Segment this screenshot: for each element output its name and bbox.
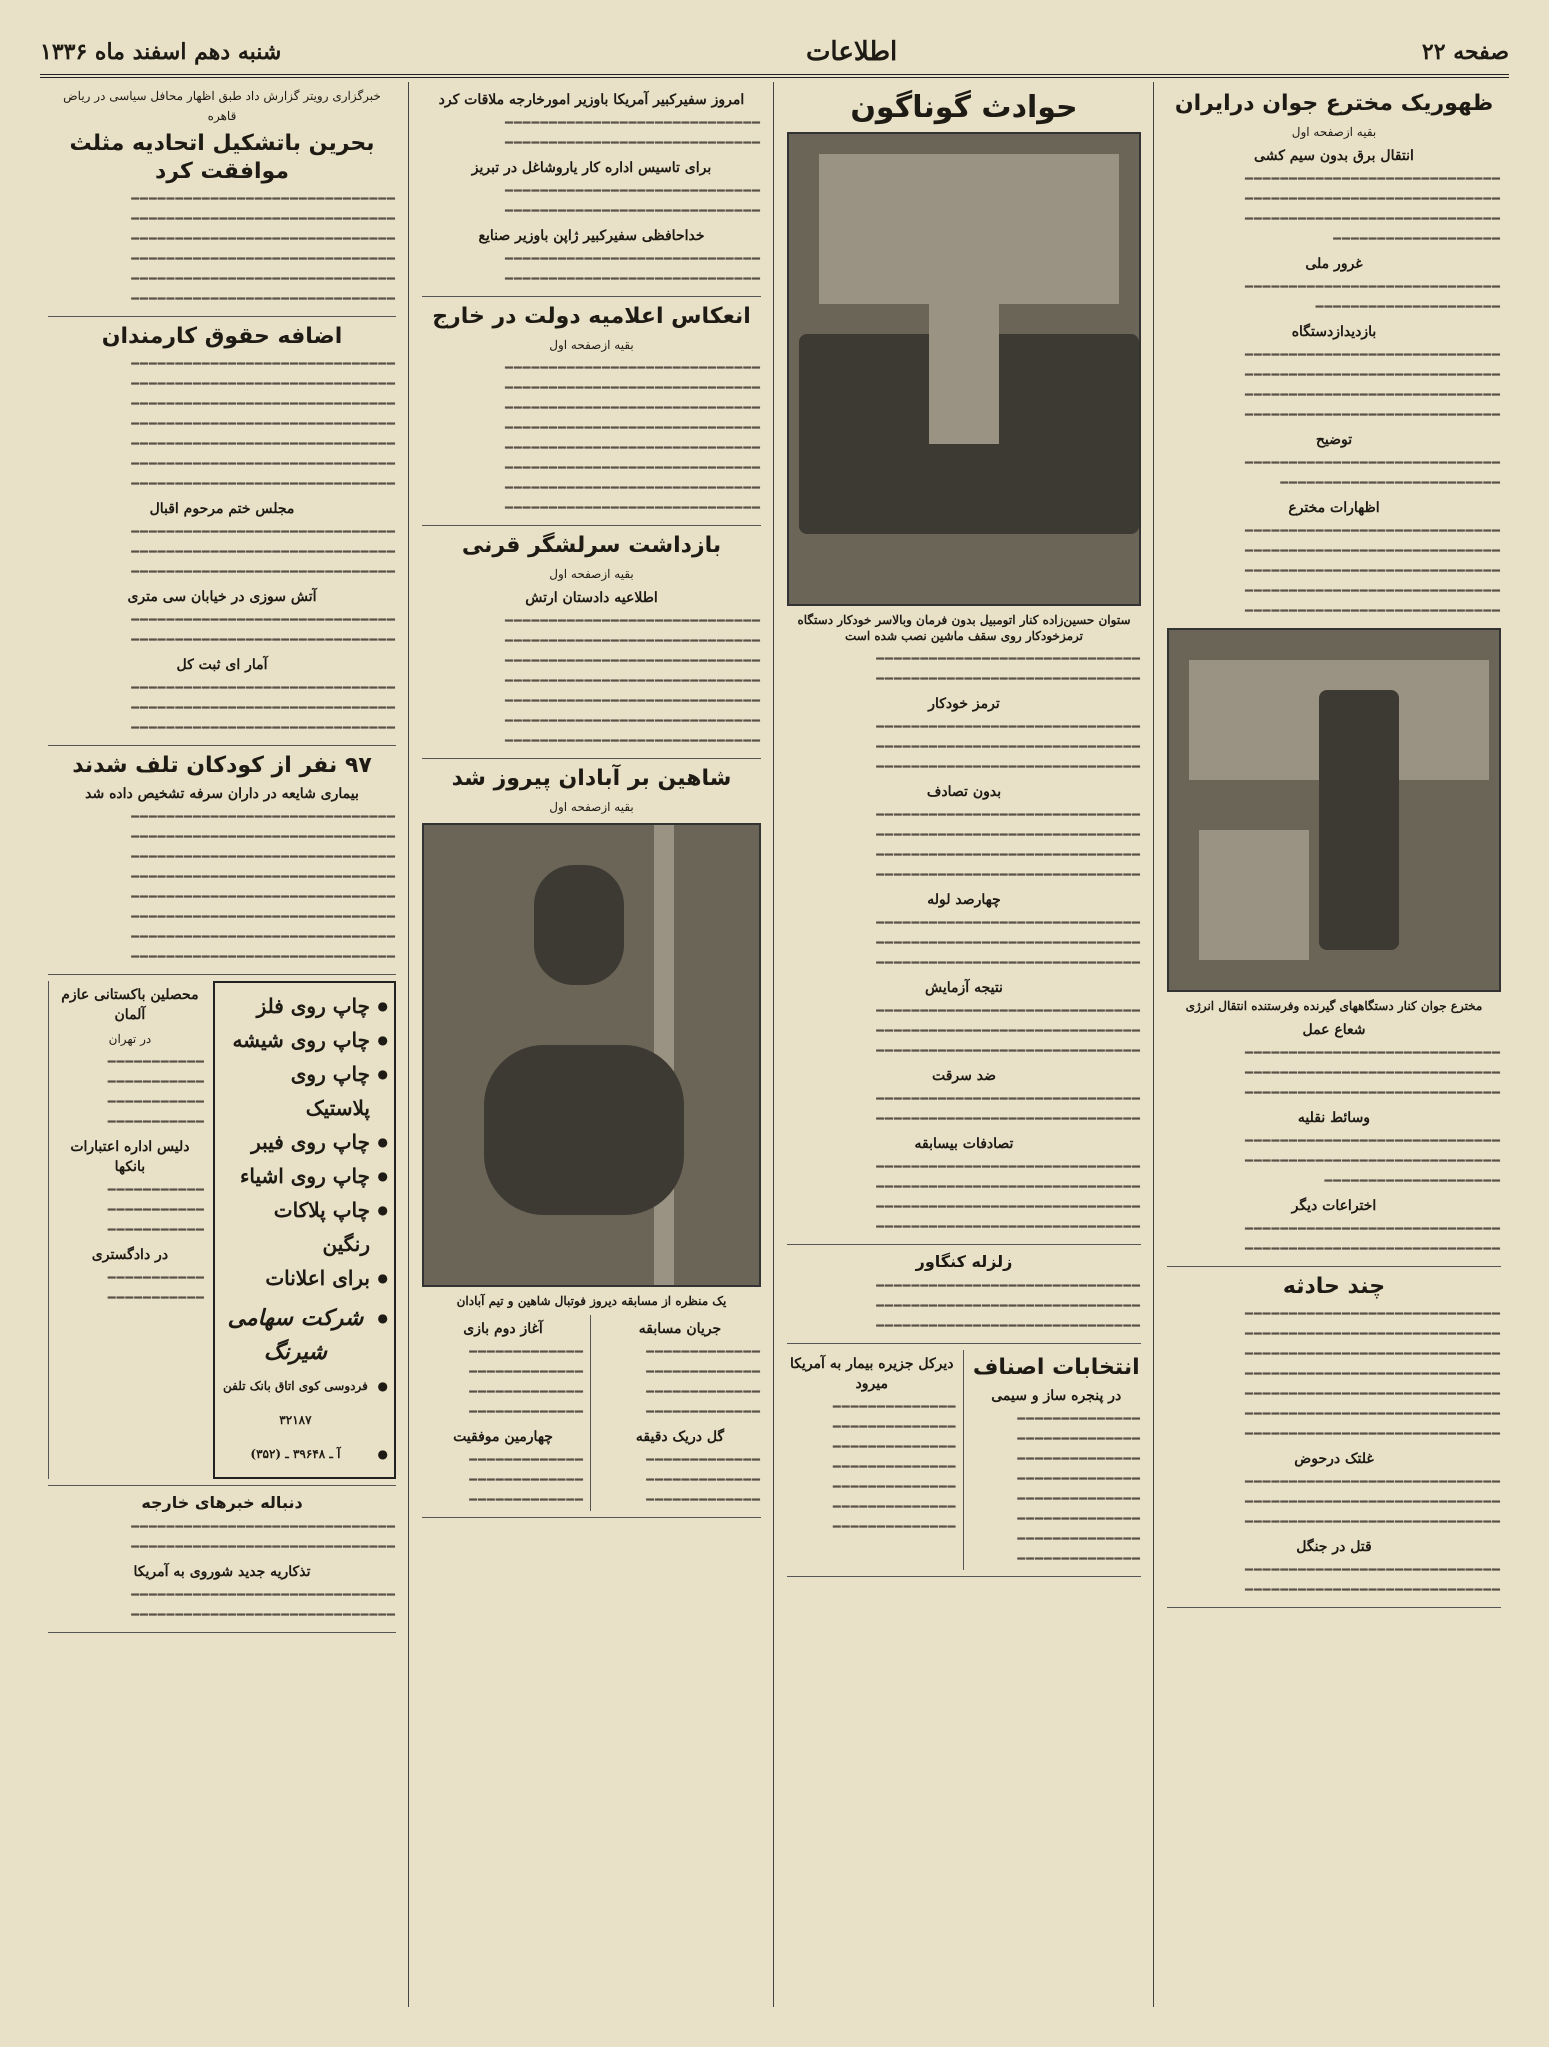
body-text-lines: ━━━━━━━━━━━━━━━━━━━━━━━━━━━━━ ━━━━━━━━━━━━━━━━━━━━━━━━━━━━━	[505, 252, 761, 287]
article-title: ۹۷ نفر از کودکان تلف شدند	[72, 753, 372, 778]
subhead: در پنجره ساز و سیمی	[991, 1388, 1122, 1404]
body-text-lines: ━━━━━━━━━━━━━━━━━━━━━━━━━━━━━━ ━━━━━━━━━━━━━━━━━━━━━━━━━━━━━━ ━━━━━━━━━━━━━━━━━━━━━━━━━━━━━━	[131, 525, 396, 580]
body-text-lines: ━━━━━━━━━━━━━━━━━━━━━━━━━━━━━━ ━━━━━━━━━━━━━━━━━━━━━━━━━━━━━━ ━━━━━━━━━━━━━━━━━━━━━━━━━━━━━━	[131, 681, 396, 736]
print-ad-box	[213, 981, 396, 1479]
body-text-lines: ━━━━━━━━━━━━━━━━━━━━━━━━━━━━━ ━━━━━━━━━━━━━━━━━━━━━━━━━━━━━ ━━━━━━━━━━━━━━━━━━━━━━━━━━━━━	[1245, 1475, 1501, 1530]
print-ad	[213, 981, 396, 1479]
subhead: اختراعات دیگر	[1291, 1198, 1377, 1214]
ad-line: ● چاپ روی فیبر	[221, 1125, 388, 1159]
body-text-lines: ━━━━━━━━━━━━━━━━━━━━━━━━━━━━━━ ━━━━━━━━━━━━━━━━━━━━━━━━━━━━━━ ━━━━━━━━━━━━━━━━━━━━━━━━━━━━━━ ━━━━━━━━━━━━━━━━━━━━━━━━━━━━━━ ━━━━━━━━━━━━━━━━━━━━━━━━━━━━━━ ━━━━━━━━━━━━━━━━━━━━━━━━━━━━━━	[131, 192, 396, 307]
ad-code: ● آ ـ ۳۹۶۴۸ ـ (۳۵۲)	[221, 1437, 388, 1471]
body-text-lines: ━━━━━━━━━━━━━ ━━━━━━━━━━━━━ ━━━━━━━━━━━━━	[646, 1453, 761, 1508]
ad-line: ● چاپ روی پلاستیک	[221, 1057, 388, 1125]
subhead: اظهارات مخترع	[1288, 500, 1380, 516]
article-title: ظهوریک مخترع جوان درایران	[1174, 91, 1494, 116]
subhead: برای تاسیس اداره کار یاروشاغل در تبریز	[471, 160, 712, 176]
subhead: در تهران	[108, 1032, 152, 1046]
article-lead: خبرگزاری رویتر گزارش داد طبق اظهار محافل سیاسی در ریاض قاهره	[63, 89, 381, 123]
subhead: تذکاریه جدید شوروی به آمریکا	[133, 1564, 311, 1580]
body-text-lines: ━━━━━━━━━━━━━━━━━━━━━━━━━━━━━━ ━━━━━━━━━━━━━━━━━━━━━━━━━━━━━━	[876, 652, 1141, 687]
subhead: بیماری شایعه در داران سرفه تشخیص داده شد	[85, 786, 359, 802]
article-title: چند حادثه	[1282, 1274, 1386, 1299]
subhead: قتل در جنگل	[1296, 1539, 1372, 1555]
body-text-lines: ━━━━━━━━━━━━━━━━━━━━━━━━━━━━━━ ━━━━━━━━━━━━━━━━━━━━━━━━━━━━━━ ━━━━━━━━━━━━━━━━━━━━━━━━━━━━━━ ━━━━━━━━━━━━━━━━━━━━━━━━━━━━━━ ━━━━━━━━━━━━━━━━━━━━━━━━━━━━━━ ━━━━━━━━━━━━━━━━━━━━━━━━━━━━━━ ━━━━━━━━━━━━━━━━━━━━━━━━━━━━━━	[131, 357, 396, 492]
subhead: توضیح	[1315, 432, 1353, 448]
body-text-lines: ━━━━━━━━━━━━━━━━━━━━━━━━━━━━━━ ━━━━━━━━━━━━━━━━━━━━━━━━━━━━━━	[131, 613, 396, 648]
article-title: دنباله خبرهای خارجه	[141, 1493, 303, 1512]
football-photo	[422, 823, 761, 1287]
photo-caption: مخترع جوان کنار دستگاههای گیرنده وفرستنده انتقال انرژی	[1185, 999, 1483, 1013]
body-text-lines: ━━━━━━━━━━━━━━━━━━━━━━━━━━━━━ ━━━━━━━━━━━━━━━━━━━━━	[1245, 280, 1501, 315]
column-1	[1159, 82, 1509, 2007]
ad-company: ● شرکت سهامی شیرنگ	[221, 1301, 388, 1369]
inventor-photo	[1167, 628, 1501, 992]
issue-date: شنبه دهم اسفند ماه ۱۳۳۶	[40, 39, 282, 65]
subhead: آتش سوزی در خیابان سی متری	[127, 589, 317, 605]
body-text-lines: ━━━━━━━━━━━━━━━━━━━━━━━━━━━━━━ ━━━━━━━━━━━━━━━━━━━━━━━━━━━━━━ ━━━━━━━━━━━━━━━━━━━━━━━━━━━━━━	[876, 720, 1141, 775]
continued-note: بقیه ازصفحه اول	[549, 567, 634, 581]
subhead: دلیس اداره اعتبارات بانکها	[70, 1139, 190, 1175]
body-text-lines: ━━━━━━━━━━━━━━━━━━━━━━━━━━━━━ ━━━━━━━━━━━━━━━━━━━━━━━━━━━━━ ━━━━━━━━━━━━━━━━━━━━	[1245, 1134, 1501, 1189]
car-photo	[787, 132, 1141, 606]
body-text-lines: ━━━━━━━━━━━━━ ━━━━━━━━━━━━━ ━━━━━━━━━━━━━ ━━━━━━━━━━━━━	[646, 1345, 761, 1420]
ad-line: ● چاپ پلاکات رنگین	[221, 1193, 388, 1261]
subhead: مجلس ختم مرحوم اقبال	[149, 501, 295, 517]
photo-caption: یک منظره از مسابقه دیروز فوتبال شاهین و تیم آبادان	[456, 1294, 727, 1308]
subhead: ضد سرقت	[931, 1068, 996, 1084]
article-title: بازداشت سرلشگر قرنی	[461, 533, 722, 558]
body-text-lines: ━━━━━━━━━━━━━━━━━━━━━━━━━━━━━ ━━━━━━━━━━━━━━━━━━━━━━━━━━━━━ ━━━━━━━━━━━━━━━━━━━━━━━━━━━━━ ━━━━━━━━━━━━━━━━━━━━━━━━━━━━━ ━━━━━━━━━━━━━━━━━━━━━━━━━━━━━ ━━━━━━━━━━━━━━━━━━━━━━━━━━━━━ ━━━━━━━━━━━━━━━━━━━━━━━━━━━━━	[1245, 1307, 1501, 1442]
ad-line: ● چاپ روی شیشه	[221, 1023, 388, 1057]
ad-line: ● چاپ روی اشیاء	[221, 1159, 388, 1193]
column-2	[779, 82, 1149, 2007]
ad-address: ● فردوسی کوی اتاق بانک تلفن ۳۲۱۸۷	[221, 1369, 388, 1437]
subhead: گل دریک دقیقه	[635, 1429, 725, 1445]
subhead: غرور ملی	[1305, 256, 1363, 272]
subhead: چهارصد لوله	[927, 892, 1001, 908]
body-text-lines: ━━━━━━━━━━━━━━━━━━━━━━━━━━━━━━ ━━━━━━━━━━━━━━━━━━━━━━━━━━━━━━	[131, 1588, 396, 1623]
article-title: انعکاس اعلامیه دولت در خارج	[432, 304, 751, 329]
body-text-lines: ━━━━━━━━━━━━━━━━━━━━━━━━━━━━━ ━━━━━━━━━━━━━━━━━━━━━━━━━━━━━	[505, 184, 761, 219]
body-text-lines: ━━━━━━━━━━━━━━━━━━━━━━━━━━━━━ ━━━━━━━━━━━━━━━━━━━━━━━━━━━━━	[1245, 1563, 1501, 1598]
body-text-lines: ━━━━━━━━━━━━━━━━━━━━━━━━━━━━━ ━━━━━━━━━━━━━━━━━━━━━━━━━━━━━ ━━━━━━━━━━━━━━━━━━━━━━━━━━━━━ ━━━━━━━━━━━━━━━━━━━	[1245, 172, 1501, 247]
body-text-lines: ━━━━━━━━━━━━━━━━━━━━━━━━━━━━━ ━━━━━━━━━━━━━━━━━━━━━━━━━━━━━ ━━━━━━━━━━━━━━━━━━━━━━━━━━━━━ ━━━━━━━━━━━━━━━━━━━━━━━━━━━━━ ━━━━━━━━━━━━━━━━━━━━━━━━━━━━━	[1245, 524, 1501, 619]
ad-line: ● برای اعلانات	[221, 1261, 388, 1295]
body-text-lines: ━━━━━━━━━━━ ━━━━━━━━━━━ ━━━━━━━━━━━ ━━━━━━━━━━━	[107, 1055, 205, 1130]
column-rule	[408, 82, 409, 2007]
article-title: انتخابات اصناف	[972, 1355, 1140, 1380]
subhead: بدون تصادف	[926, 784, 1002, 800]
body-text-lines: ━━━━━━━━━━━━━━━━━━━━━━━━━━━━━━ ━━━━━━━━━━━━━━━━━━━━━━━━━━━━━━ ━━━━━━━━━━━━━━━━━━━━━━━━━━━━━━ ━━━━━━━━━━━━━━━━━━━━━━━━━━━━━━	[876, 808, 1141, 883]
subhead: خداحافظی سفیرکبیر ژاپن باوزیر صنایع	[478, 228, 705, 244]
page-number: صفحه ۲۲	[1421, 39, 1509, 65]
subhead: تصادفات بیسابقه	[914, 1136, 1014, 1152]
subhead: اطلاعیه دادستان ارتش	[525, 590, 658, 606]
subhead: در دادگستری	[91, 1247, 169, 1263]
subhead: بازدیدازدستگاه	[1291, 324, 1377, 340]
column-3	[414, 82, 769, 2007]
continued-note: بقیه ازصفحه اول	[549, 800, 634, 814]
subhead: شعاع عمل	[1302, 1022, 1366, 1038]
ad-line: ● چاپ روی فلز	[221, 989, 388, 1023]
subhead: چهارمین موفقیت	[453, 1429, 553, 1445]
subhead: وسائط نقلیه	[1297, 1110, 1371, 1126]
body-text-lines: ━━━━━━━━━━━━━━ ━━━━━━━━━━━━━━ ━━━━━━━━━━━━━━ ━━━━━━━━━━━━━━ ━━━━━━━━━━━━━━ ━━━━━━━━━━━━━━ ━━━━━━━━━━━━━━	[832, 1400, 957, 1535]
column-rule	[773, 82, 774, 2007]
body-text-lines: ━━━━━━━━━━━━━━━━━━━━━━━━━━━━━━ ━━━━━━━━━━━━━━━━━━━━━━━━━━━━━━ ━━━━━━━━━━━━━━━━━━━━━━━━━━━━━━	[876, 1279, 1141, 1334]
body-text-lines: ━━━━━━━━━━━━━━━━━━━━━━━━━━━━━━ ━━━━━━━━━━━━━━━━━━━━━━━━━━━━━━	[876, 1092, 1141, 1127]
body-text-lines: ━━━━━━━━━━━━━━━━━━━━━━━━━━━━━ ━━━━━━━━━━━━━━━━━━━━━━━━━━━━━ ━━━━━━━━━━━━━━━━━━━━━━━━━━━━━ ━━━━━━━━━━━━━━━━━━━━━━━━━━━━━ ━━━━━━━━━━━━━━━━━━━━━━━━━━━━━ ━━━━━━━━━━━━━━━━━━━━━━━━━━━━━ ━━━━━━━━━━━━━━━━━━━━━━━━━━━━━	[505, 614, 761, 749]
subhead: جریان مسابقه	[638, 1321, 722, 1337]
body-text-lines: ━━━━━━━━━━━━━━━━━━━━━━━━━━━━━ ━━━━━━━━━━━━━━━━━━━━━━━━━━━━━ ━━━━━━━━━━━━━━━━━━━━━━━━━━━━━ ━━━━━━━━━━━━━━━━━━━━━━━━━━━━━	[1245, 348, 1501, 423]
subhead: آمار ای ثبت کل	[176, 657, 268, 673]
paper-name: اطلاعات	[805, 37, 898, 67]
body-text-lines: ━━━━━━━━━━━━━━━━━━━━━━━━━━━━━ ━━━━━━━━━━━━━━━━━━━━━━━━━	[1245, 456, 1501, 491]
body-text-lines: ━━━━━━━━━━━━━━━━━━━━━━━━━━━━━━ ━━━━━━━━━━━━━━━━━━━━━━━━━━━━━━ ━━━━━━━━━━━━━━━━━━━━━━━━━━━━━━ ━━━━━━━━━━━━━━━━━━━━━━━━━━━━━━ ━━━━━━━━━━━━━━━━━━━━━━━━━━━━━━ ━━━━━━━━━━━━━━━━━━━━━━━━━━━━━━ ━━━━━━━━━━━━━━━━━━━━━━━━━━━━━━ ━━━━━━━━━━━━━━━━━━━━━━━━━━━━━━	[131, 810, 396, 965]
body-text-lines: ━━━━━━━━━━━━━━━━━━━━━━━━━━━━━ ━━━━━━━━━━━━━━━━━━━━━━━━━━━━━ ━━━━━━━━━━━━━━━━━━━━━━━━━━━━━ ━━━━━━━━━━━━━━━━━━━━━━━━━━━━━ ━━━━━━━━━━━━━━━━━━━━━━━━━━━━━ ━━━━━━━━━━━━━━━━━━━━━━━━━━━━━ ━━━━━━━━━━━━━━━━━━━━━━━━━━━━━ ━━━━━━━━━━━━━━━━━━━━━━━━━━━━━	[505, 361, 761, 516]
continued-note: بقیه ازصفحه اول	[1291, 125, 1377, 139]
body-text-lines: ━━━━━━━━━━━ ━━━━━━━━━━━ ━━━━━━━━━━━	[107, 1183, 205, 1238]
body-text-lines: ━━━━━━━━━━━━━━━━━━━━━━━━━━━━━━ ━━━━━━━━━━━━━━━━━━━━━━━━━━━━━━	[131, 1520, 396, 1555]
body-text-lines: ━━━━━━━━━━━━━━━━━━━━━━━━━━━━━ ━━━━━━━━━━━━━━━━━━━━━━━━━━━━━	[1245, 1222, 1501, 1257]
continued-note: بقیه ازصفحه اول	[549, 338, 634, 352]
body-text-lines: ━━━━━━━━━━━━━━━━━━━━━━━━━━━━━━ ━━━━━━━━━━━━━━━━━━━━━━━━━━━━━━ ━━━━━━━━━━━━━━━━━━━━━━━━━━━━━━	[876, 916, 1141, 971]
subhead: نتیجه آزمایش	[925, 980, 1003, 996]
subhead: آغاز دوم بازی	[463, 1321, 543, 1337]
body-text-lines: ━━━━━━━━━━━━━━━━━━━━━━━━━━━━━━ ━━━━━━━━━━━━━━━━━━━━━━━━━━━━━━ ━━━━━━━━━━━━━━━━━━━━━━━━━━━━━━ ━━━━━━━━━━━━━━━━━━━━━━━━━━━━━━	[876, 1160, 1141, 1235]
body-text-lines: ━━━━━━━━━━━━━━━━━━━━━━━━━━━━━ ━━━━━━━━━━━━━━━━━━━━━━━━━━━━━	[505, 116, 761, 151]
article-title: شاهین بر آبادان پیروز شد	[451, 766, 732, 791]
article-title: بحرین باتشکیل اتحادیه مثلث موافقت کرد	[69, 131, 375, 184]
column-4	[40, 82, 404, 2007]
body-text-lines: ━━━━━━━━━━━ ━━━━━━━━━━━	[107, 1271, 205, 1306]
body-text-lines: ━━━━━━━━━━━━━ ━━━━━━━━━━━━━ ━━━━━━━━━━━━━ ━━━━━━━━━━━━━	[469, 1345, 584, 1420]
photo-caption: ستوان حسین‌زاده کنار اتومبیل بدون فرمان وبالاسر خودکار دستگاه ترمزخودکار روی سقف ماشین نصب شده است	[797, 613, 1131, 643]
column-rule	[1153, 82, 1154, 2007]
article-title: اضافه حقوق کارمندان	[101, 324, 343, 349]
subhead: انتقال برق بدون سیم کشی	[1254, 148, 1414, 164]
article-title: زلزله کنگاور	[915, 1252, 1013, 1271]
masthead	[40, 30, 1509, 78]
article-title: امروز سفیرکبیر آمریکا باوزیر امورخارجه ملاقات کرد	[438, 92, 745, 108]
subhead: غلتک درحوض	[1294, 1451, 1374, 1467]
body-text-lines: ━━━━━━━━━━━━━━━━━━━━━━━━━━━━━━ ━━━━━━━━━━━━━━━━━━━━━━━━━━━━━━ ━━━━━━━━━━━━━━━━━━━━━━━━━━━━━━	[876, 1004, 1141, 1059]
section-title: حوادث گوناگون	[850, 90, 1078, 125]
body-text-lines: ━━━━━━━━━━━━━━ ━━━━━━━━━━━━━━ ━━━━━━━━━━━━━━ ━━━━━━━━━━━━━━ ━━━━━━━━━━━━━━ ━━━━━━━━━━━━━━ ━━━━━━━━━━━━━━ ━━━━━━━━━━━━━━	[1017, 1412, 1141, 1567]
article-title: محصلین باکستانی عازم آلمان	[61, 987, 199, 1023]
article-title: دیرکل جزیره بیمار به آمریکا میرود	[789, 1356, 954, 1392]
body-text-lines: ━━━━━━━━━━━━━━━━━━━━━━━━━━━━━ ━━━━━━━━━━━━━━━━━━━━━━━━━━━━━ ━━━━━━━━━━━━━━━━━━━━━━━━━━━━━	[1245, 1046, 1501, 1101]
subhead: ترمز خودکار	[928, 696, 1000, 712]
body-text-lines: ━━━━━━━━━━━━━ ━━━━━━━━━━━━━ ━━━━━━━━━━━━━	[469, 1453, 584, 1508]
